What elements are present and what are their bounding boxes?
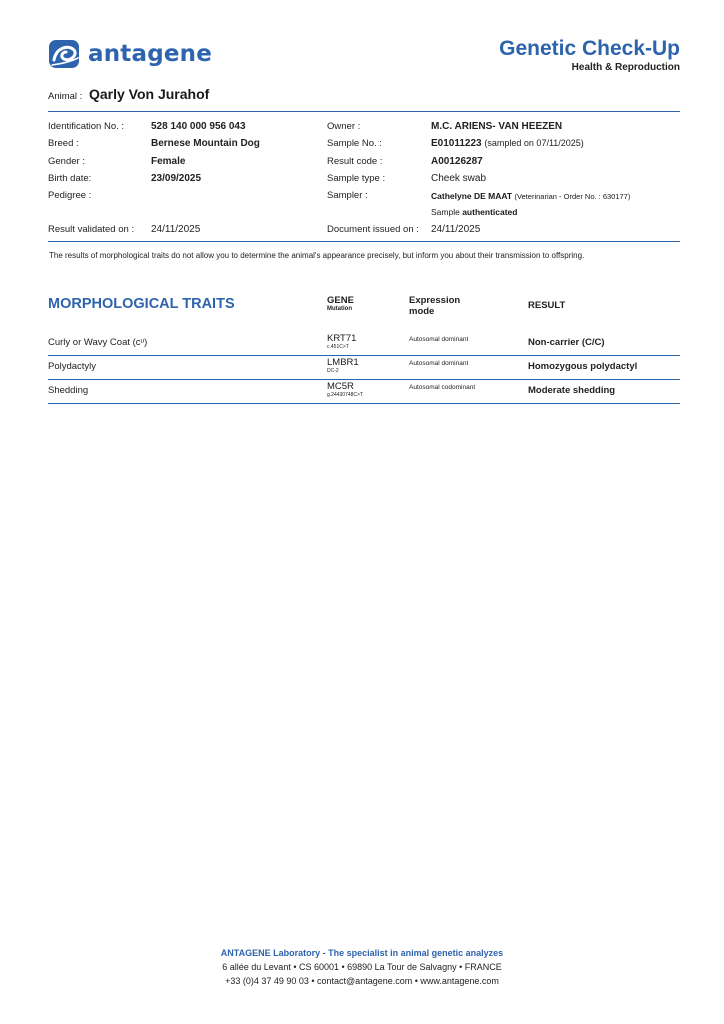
trait-result: Moderate shedding bbox=[528, 385, 616, 396]
footer-address-line: 6 allée du Levant • CS 60001 • 69890 La Tour de Salvagny • FRANCE bbox=[222, 962, 502, 972]
validated-value: 24/11/2025 bbox=[151, 224, 201, 235]
gender-value: Female bbox=[151, 156, 186, 167]
breed-label: Breed : bbox=[48, 138, 79, 149]
section-title: MORPHOLOGICAL TRAITS bbox=[48, 296, 235, 312]
sampler-order: (Veterinarian - Order No. : 630177) bbox=[514, 192, 631, 201]
expression-mode: Autosomal dominant bbox=[409, 360, 469, 367]
row-divider bbox=[48, 403, 680, 404]
gene-symbol: LMBR1 bbox=[327, 357, 359, 368]
mode-header-label: mode bbox=[409, 306, 435, 317]
animal-label: Animal : bbox=[48, 91, 83, 102]
footer-contact-line: +33 (0)4 37 49 90 03 • contact@antagene.com • www.antagene.com bbox=[225, 976, 499, 986]
animal-line bbox=[48, 86, 209, 102]
gene-header bbox=[327, 295, 354, 312]
divider bbox=[48, 111, 680, 112]
sampler-line bbox=[431, 191, 630, 201]
result-code-label: Result code : bbox=[327, 156, 383, 167]
sampler-value: Cathelyne DE MAAT bbox=[431, 191, 513, 201]
sample-type-label: Sample type : bbox=[327, 173, 386, 184]
sample-no-value: E01011223 bbox=[431, 138, 482, 149]
gender-label: Gender : bbox=[48, 156, 85, 167]
gene-cell bbox=[327, 382, 363, 398]
antagene-swirl-icon bbox=[48, 38, 82, 70]
gene-symbol: MC5R bbox=[327, 381, 354, 392]
row-divider bbox=[48, 355, 680, 356]
sampler-label: Sampler : bbox=[327, 190, 368, 201]
expression-mode: Autosomal codominant bbox=[409, 384, 476, 391]
sample-type-value: Cheek swab bbox=[431, 173, 487, 184]
owner-label: Owner : bbox=[327, 121, 361, 132]
gene-header-label: GENE bbox=[327, 295, 354, 306]
row-divider bbox=[48, 379, 680, 380]
trait-result: Non-carrier (C/C) bbox=[528, 337, 605, 348]
footer bbox=[0, 946, 724, 988]
mutation-header-label: Mutation bbox=[327, 306, 352, 312]
sample-no-line bbox=[431, 138, 584, 149]
auth-prefix: Sample bbox=[431, 207, 460, 217]
id-value: 528 140 000 956 043 bbox=[151, 121, 246, 132]
expression-mode: Autosomal dominant bbox=[409, 336, 469, 343]
trait-name: Shedding bbox=[48, 385, 89, 396]
owner-value: M.C. ARIENS- VAN HEEZEN bbox=[431, 121, 563, 132]
document-title-block bbox=[499, 36, 680, 74]
auth-status: authenticated bbox=[462, 207, 518, 217]
trait-name: Polydactyly bbox=[48, 361, 97, 372]
issued-value: 24/11/2025 bbox=[431, 224, 481, 235]
animal-name: Qarly Von Jurahof bbox=[88, 86, 210, 102]
mutation-code: c.451C>T bbox=[327, 344, 349, 350]
expression-header-label: Expression bbox=[409, 295, 461, 306]
mutation-code: DC-2 bbox=[327, 368, 339, 374]
birth-date-label: Birth date: bbox=[48, 173, 92, 184]
auth-line bbox=[431, 207, 517, 217]
trait-result: Homozygous polydactyl bbox=[528, 361, 638, 372]
id-label: Identification No. : bbox=[48, 121, 125, 132]
sample-date: (sampled on 07/11/2025) bbox=[484, 138, 584, 148]
document-subtitle: Health & Reproduction bbox=[571, 62, 680, 73]
issued-label: Document issued on : bbox=[327, 224, 419, 235]
company-logo bbox=[48, 38, 212, 70]
sample-no-label: Sample No. : bbox=[327, 138, 382, 149]
pedigree-label: Pedigree : bbox=[48, 190, 92, 201]
footer-lab-line: ANTAGENE Laboratory - The specialist in animal genetic analyzes bbox=[220, 948, 504, 958]
validated-label: Result validated on : bbox=[48, 224, 135, 235]
divider bbox=[48, 241, 680, 242]
trait-name: Curly or Wavy Coat (cᵘ) bbox=[48, 337, 148, 348]
logo-wordmark: antagene bbox=[88, 41, 213, 67]
gene-cell bbox=[327, 358, 359, 374]
expression-header bbox=[409, 295, 460, 317]
result-header: RESULT bbox=[528, 300, 566, 311]
gene-symbol: KRT71 bbox=[327, 333, 357, 344]
birth-date-value: 23/09/2025 bbox=[151, 173, 202, 184]
disclaimer-note: The results of morphological traits do not allow you to determine the animal's appearance precisely, but inform you about their transmission to offspring. bbox=[49, 251, 585, 260]
mutation-code: g.24430748C>T bbox=[327, 392, 364, 398]
document-title: Genetic Check-Up bbox=[499, 37, 680, 60]
breed-value: Bernese Mountain Dog bbox=[151, 138, 260, 149]
result-code-value: A00126287 bbox=[431, 156, 483, 167]
gene-cell bbox=[327, 334, 356, 350]
